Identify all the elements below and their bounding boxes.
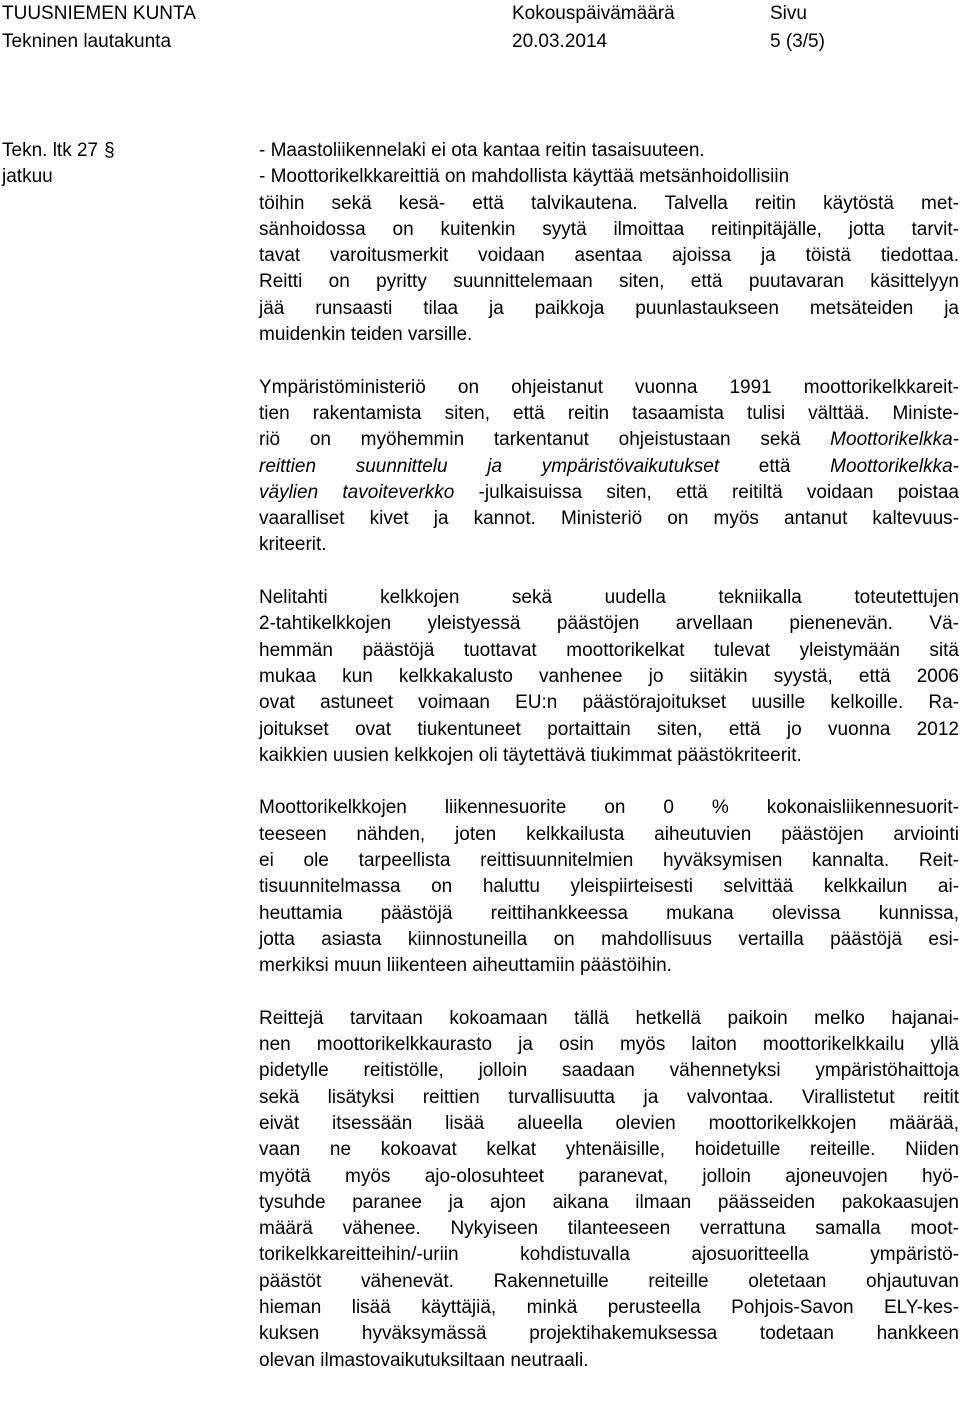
municipality-name: TUUSNIEMEN KUNTA xyxy=(2,3,196,24)
board-name: Tekninen lautakunta xyxy=(2,31,172,52)
text-line: ovat astuneet voimaan EU:n päästörajoitukset uusille kelkoille. Ra- xyxy=(259,692,959,714)
text-line: teeseen nähden, joten kelkkailusta aiheutuvien päästöjen arviointi xyxy=(259,823,959,845)
header-date xyxy=(512,0,675,56)
text-line: jää runsaasti tilaa ja paikkoja puunlastaukseen metsäteiden ja xyxy=(259,297,959,319)
page-label: Sivu xyxy=(770,3,807,24)
text-line: mukaa kun kelkkakalusto vanhenee jo siitäkin syystä, että 2006 xyxy=(259,665,959,687)
page-number: 5 (3/5) xyxy=(770,31,825,52)
text-line: kriteerit. xyxy=(259,534,327,556)
text-line: jotta asiasta kiinnostuneilla on mahdollisuus vertailla päästöjä esi- xyxy=(259,928,959,950)
text-line: - Maastoliikennelaki ei ota kantaa reitin tasaisuuteen. xyxy=(259,140,705,161)
text-line: tavat varoitusmerkit voidaan asentaa ajoissa ja töistä tiedottaa. xyxy=(259,245,959,267)
text-line: tisuunnitelmassa on haluttu yleispiirteisesti selvittää kelkkailun ai- xyxy=(259,876,959,898)
text-line: Moottorikelkkojen liikennesuorite on 0 % kokonaisliikennesuorit- xyxy=(259,797,959,819)
text-line: heuttamia päästöjä reittihankkeessa mukana olevissa kunnissa, xyxy=(259,902,959,924)
text-line: merkiksi muun liikenteen aiheuttamiin päästöihin. xyxy=(259,955,672,977)
paragraph xyxy=(259,138,959,348)
text-line: sänhoidossa on kuitenkin syytä ilmoittaa reitinpitäjälle, jotta tarvit- xyxy=(259,218,959,240)
paragraph xyxy=(259,1006,959,1374)
text-line: muidenkin teiden varsille. xyxy=(259,324,473,346)
text-line: hemmän päästöjä tuottavat moottorikelkat tulevat yleistymään sitä xyxy=(259,639,959,661)
text-line: tysuhde paranee ja ajon aikana ilmaan päässeiden pakokaasujen xyxy=(259,1191,959,1213)
text-line: nen moottorikelkkaurasto ja osin myös laiton moottorikelkkailu yllä xyxy=(259,1034,959,1056)
text-line: kuksen hyväksymässä projektihakemuksessa todetaan hankkeen xyxy=(259,1323,959,1345)
text-line: kaikkien uusien kelkkojen oli täytettävä tiukimmat päästökriteerit. xyxy=(259,744,802,766)
header-left xyxy=(2,0,196,56)
paragraph xyxy=(259,795,959,979)
text-line: olevan ilmastovaikutuksiltaan neutraali. xyxy=(259,1349,589,1371)
paragraph xyxy=(259,585,959,769)
text-line: hieman lisää käyttäjiä, minkä perusteella Pohjois-Savon ELY-kes- xyxy=(259,1297,959,1319)
text-line: myötä myös ajo-olosuhteet paranevat, jolloin ajoneuvojen hyö- xyxy=(259,1165,959,1187)
text-line: 2-tahtikelkkojen yleistyessä päästöjen arvellaan pienenevän. Vä- xyxy=(259,613,959,635)
text-line: Ympäristöministeriö on ohjeistanut vuonna 1991 moottorikelkkareit- xyxy=(259,376,959,398)
text-line: vaaralliset kivet ja kannot. Ministeriö on myös antanut kaltevuus- xyxy=(259,508,959,530)
header-page xyxy=(770,0,825,56)
paragraph xyxy=(259,375,959,559)
paragraph-sign: § xyxy=(104,140,115,161)
text-line: päästöt vähenevät. Rakennetuille reiteille oletetaan ohjautuvan xyxy=(259,1270,959,1292)
text-line: eivät itsessään lisää alueella olevien moottorikelkkojen määrää, xyxy=(259,1112,959,1134)
text-line: vaan ne kokoavat kelkat yhtenäisille, hoidetuille reiteille. Niiden xyxy=(259,1139,959,1161)
text-line: riö on myöhemmin tarkentanut ohjeistustaan sekä Moottorikelkka- xyxy=(259,429,959,451)
text-line: tien rakentamista siten, että reitin tasaamista tulisi välttää. Ministe- xyxy=(259,402,959,424)
text-line: määrä vähenee. Nykyiseen tilanteeseen verrattuna samalla moot- xyxy=(259,1218,959,1240)
text-line: ei ole tarpeellista reittisuunnitelmien hyväksymisen kannalta. Reit- xyxy=(259,850,959,872)
continued-label: jatkuu xyxy=(2,166,53,188)
text-line: torikelkkareitteihin/-uriin kohdistuvalla ajosuoritteella ympäristö- xyxy=(259,1244,959,1266)
text-line: - Moottorikelkkareittiä on mahdollista käyttää metsänhoidollisiin xyxy=(259,166,790,188)
text-line: reittien suunnittelu ja ympäristövaikutukset että Moottorikelkka- xyxy=(259,455,959,477)
text-line: joitukset ovat tiukentuneet portaittain siten, että jo vuonna 2012 xyxy=(259,718,959,740)
text-line: sekä lisätyksi reittien turvallisuutta ja valvontaa. Virallistetut reitit xyxy=(259,1086,959,1108)
meeting-date: 20.03.2014 xyxy=(512,31,608,52)
item-reference: Tekn. ltk 27 xyxy=(2,140,99,161)
text-line: Reittejä tarvitaan kokoamaan tällä hetkellä paikoin melko hajanai- xyxy=(259,1007,959,1029)
document-body xyxy=(259,138,959,1374)
text-line: Nelitahti kelkkojen sekä uudella tekniikalla toteutettujen xyxy=(259,587,959,609)
date-label: Kokouspäivämäärä xyxy=(512,3,675,24)
margin-reference xyxy=(2,138,252,191)
text-line: Reitti on pyritty suunnittelemaan siten, että puutavaran käsittelyyn xyxy=(259,271,959,293)
text-line: töihin sekä kesä- että talvikautena. Talvella reitin käytöstä met- xyxy=(259,192,959,214)
text-line: pidetylle reitistölle, jolloin saadaan vähennetyksi ympäristöhaittoja xyxy=(259,1060,959,1082)
text-line: väylien tavoiteverkko -julkaisuissa siten, että reitiltä voidaan poistaa xyxy=(259,481,959,503)
